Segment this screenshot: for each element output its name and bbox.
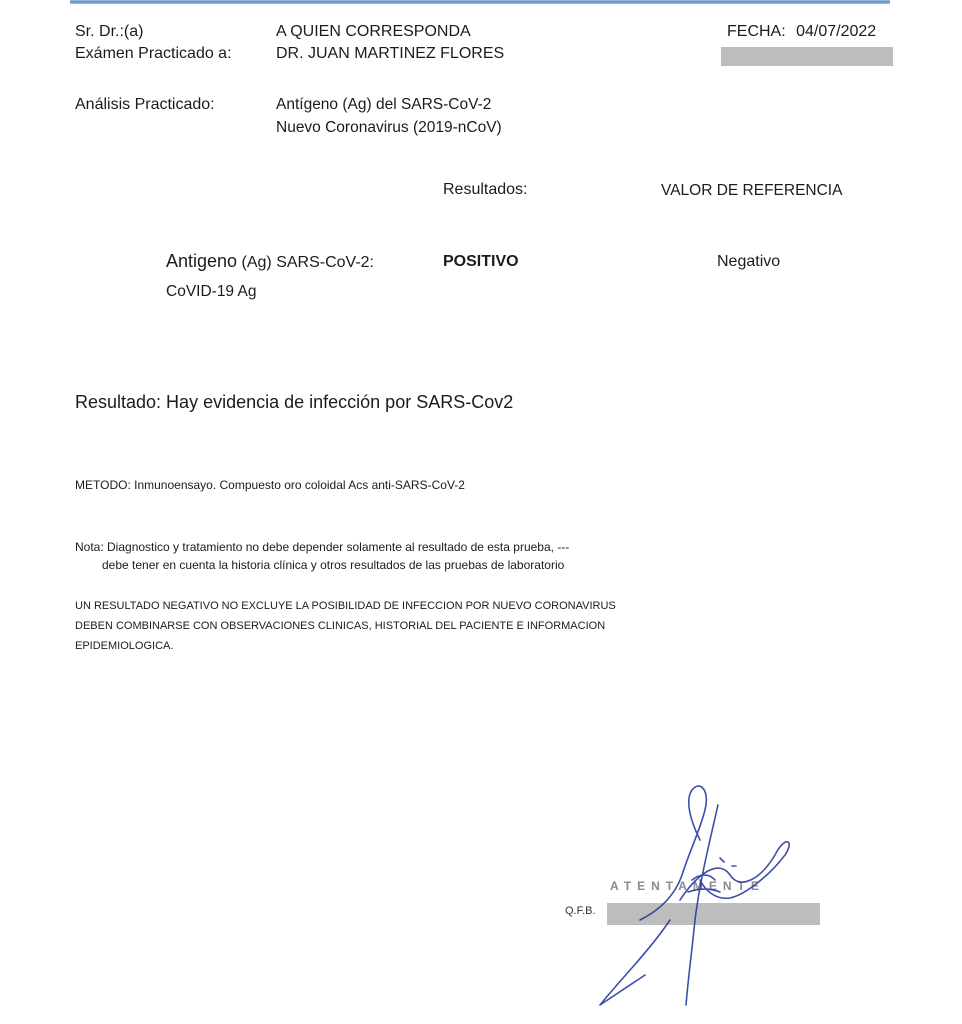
- doctor-label: Sr. Dr.:(a): [75, 23, 144, 40]
- analysis-line-2: Nuevo Coronavirus (2019-nCoV): [276, 119, 502, 136]
- disclaimer-line-1: UN RESULTADO NEGATIVO NO EXCLUYE LA POSIBILIDAD DE INFECCION POR NUEVO CORONAVIRUS: [75, 600, 616, 612]
- reference-value: Negativo: [717, 253, 781, 270]
- signature-stroke-vertical: [686, 805, 718, 1005]
- test-result: POSITIVO: [443, 253, 519, 270]
- conclusion-text: Resultado: Hay evidencia de infección por SARS-Cov2: [75, 392, 514, 412]
- signature-tail: [600, 920, 670, 1005]
- disclaimer-line-2: DEBEN COMBINARSE CON OBSERVACIONES CLINICAS, HISTORIAL DEL PACIENTE E INFORMACION: [75, 620, 606, 632]
- test-subname: CoVID-19 Ag: [166, 283, 257, 300]
- redacted-id: [721, 47, 893, 66]
- date-label: FECHA:: [727, 23, 786, 40]
- date-value: 04/07/2022: [796, 23, 877, 40]
- signer-title: Q.F.B.: [565, 905, 596, 917]
- closing-text: ATENTAMENTE: [610, 879, 765, 893]
- handwritten-signature: [560, 780, 820, 1010]
- date-field: [727, 23, 876, 41]
- patient-label: Exámen Practicado a:: [75, 45, 232, 62]
- reference-header: VALOR DE REFERENCIA: [661, 182, 843, 199]
- disclaimer-line-3: EPIDEMIOLOGICA.: [75, 640, 174, 652]
- results-header: Resultados:: [443, 181, 528, 198]
- signature-flourish: [680, 842, 789, 900]
- test-name-main: Antigeno: [166, 251, 238, 271]
- method-text: METODO: Inmunoensayo. Compuesto oro coloidal Acs anti-SARS-CoV-2: [75, 478, 465, 492]
- test-name-rest: (Ag) SARS-CoV-2:: [241, 254, 374, 271]
- note-line-2: debe tener en cuenta la historia clínica y otros resultados de las pruebas de laboratorio: [102, 558, 565, 572]
- patient-name: DR. JUAN MARTINEZ FLORES: [276, 45, 505, 62]
- analysis-label: Análisis Practicado:: [75, 96, 215, 113]
- analysis-line-1: Antígeno (Ag) del SARS-CoV-2: [276, 96, 492, 113]
- signature-loop: [640, 786, 706, 920]
- test-name: [166, 251, 374, 272]
- signature-dashes: [720, 858, 736, 866]
- top-border-rule: [70, 0, 890, 4]
- note-line-1: Nota: Diagnostico y tratamiento no debe depender solamente al resultado de esta prueba, ---: [75, 540, 570, 554]
- doctor-value: A QUIEN CORRESPONDA: [276, 23, 471, 40]
